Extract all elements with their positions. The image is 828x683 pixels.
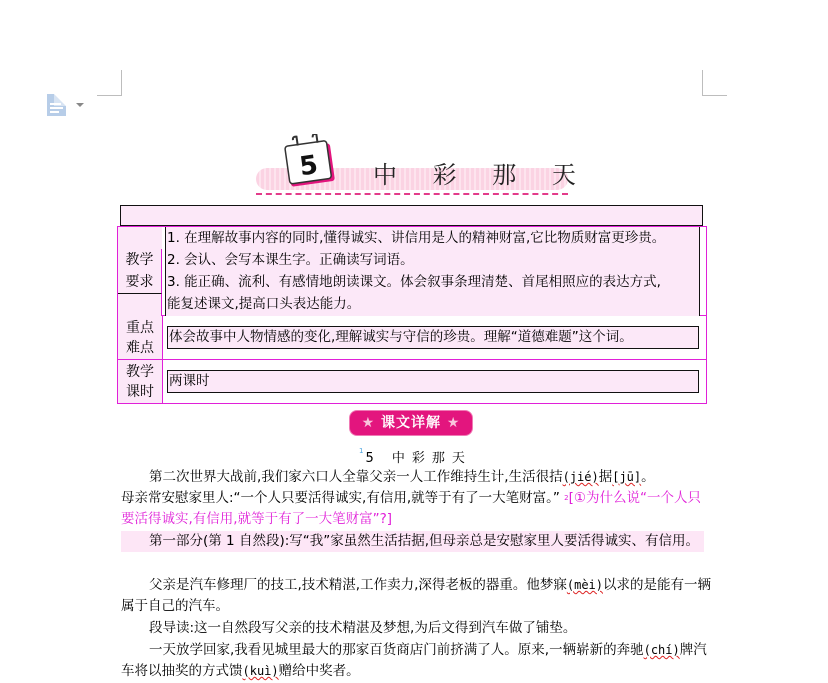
row-label: 教学 课时 xyxy=(118,360,163,403)
pinyin: (mèi) xyxy=(566,578,603,592)
anchor-mark: 1 xyxy=(359,447,364,455)
paragraph-2: 父亲是汽车修理厂的技工,技术精湛,工作卖力,深得老板的器重。他梦寐(mèi)以求的是能有一辆属于自己的汽车。 xyxy=(121,577,711,614)
pinyin: (kuì) xyxy=(242,664,279,678)
star-icon: ★ xyxy=(361,415,376,431)
section-badge xyxy=(350,411,472,435)
lesson-title: 中 彩 那 天 xyxy=(373,161,590,189)
row-label: 重点 难点 xyxy=(118,316,163,359)
table-row-key-points xyxy=(118,316,706,360)
row-label: 教学 要求 xyxy=(118,249,162,293)
text-title: $^1$ 5 中彩那天 xyxy=(359,447,472,466)
calendar-icon xyxy=(282,134,338,188)
page-corner-top-left xyxy=(97,70,122,96)
table-row-teaching-requirements xyxy=(118,227,706,316)
document-icon[interactable] xyxy=(47,94,66,116)
title-dashed-rule xyxy=(256,193,568,195)
paragraph-guide: 段导读:这一自然段写父亲的技术精湛及梦想,为后文得到汽车做了铺垫。 xyxy=(149,620,577,636)
pinyin: [jū] xyxy=(612,470,642,484)
star-icon: ★ xyxy=(446,415,461,431)
svg-text:5: 5 xyxy=(297,150,320,183)
table-header-bar xyxy=(120,205,703,226)
footnote-mark: 2 xyxy=(564,494,569,502)
caret-down-icon[interactable] xyxy=(76,103,84,107)
requirement-item: 2. 会认、会写本课生字。正确读写词语。 xyxy=(167,252,414,268)
key-points-text: 体会故事中人物情感的变化,理解诚实与守信的珍贵。理解“道德难题”这个词。 xyxy=(167,326,699,349)
question-note: [①为什么说“一个人只要活得诚实,有信用,就等于有了一大笔财富”?] xyxy=(121,490,702,527)
paragraph-1: 第二次世界大战前,我们家六口人全靠父亲一人工作维持生计,生活很拮(jié)据[jū]。 母亲常安慰家里人:“一个人只要活得诚实,有信用,就等于有了一大笔财富。” $^2$[①为什么说“一个人只要活得诚实,有信用,就等于有了一大笔财富”?] xyxy=(121,469,702,527)
pinyin: (chí) xyxy=(643,643,680,657)
part-summary: 第一部分(第 1 自然段):写“我”家虽然生活拮据,但母亲总是安慰家里人要活得诚实、有信用。 xyxy=(121,531,704,552)
class-hours-text: 两课时 xyxy=(167,370,699,393)
page-corner-top-right xyxy=(702,70,727,96)
table-row-class-hours xyxy=(118,360,706,403)
requirement-item: 能复述课文,提高口头表达能力。 xyxy=(167,296,361,312)
lesson-plan-table xyxy=(117,226,707,404)
pinyin: (jié) xyxy=(562,470,599,484)
paragraph-3: 一天放学回家,我看见城里最大的那家百货商店门前挤满了人。原来,一辆崭新的奔驰(chí)牌汽车将以抽奖的方式馈(kuì)赠给中奖者。 xyxy=(121,642,707,679)
section-badge-label: 课文详解 xyxy=(381,415,441,431)
requirement-item: 3. 能正确、流利、有感情地朗读课文。体会叙事条理清楚、首尾相照应的表达方式, xyxy=(167,274,661,290)
requirement-item: 1. 在理解故事内容的同时,懂得诚实、讲信用是人的精神财富,它比物质财富更珍贵。 xyxy=(167,230,666,246)
requirements-list xyxy=(165,227,700,316)
